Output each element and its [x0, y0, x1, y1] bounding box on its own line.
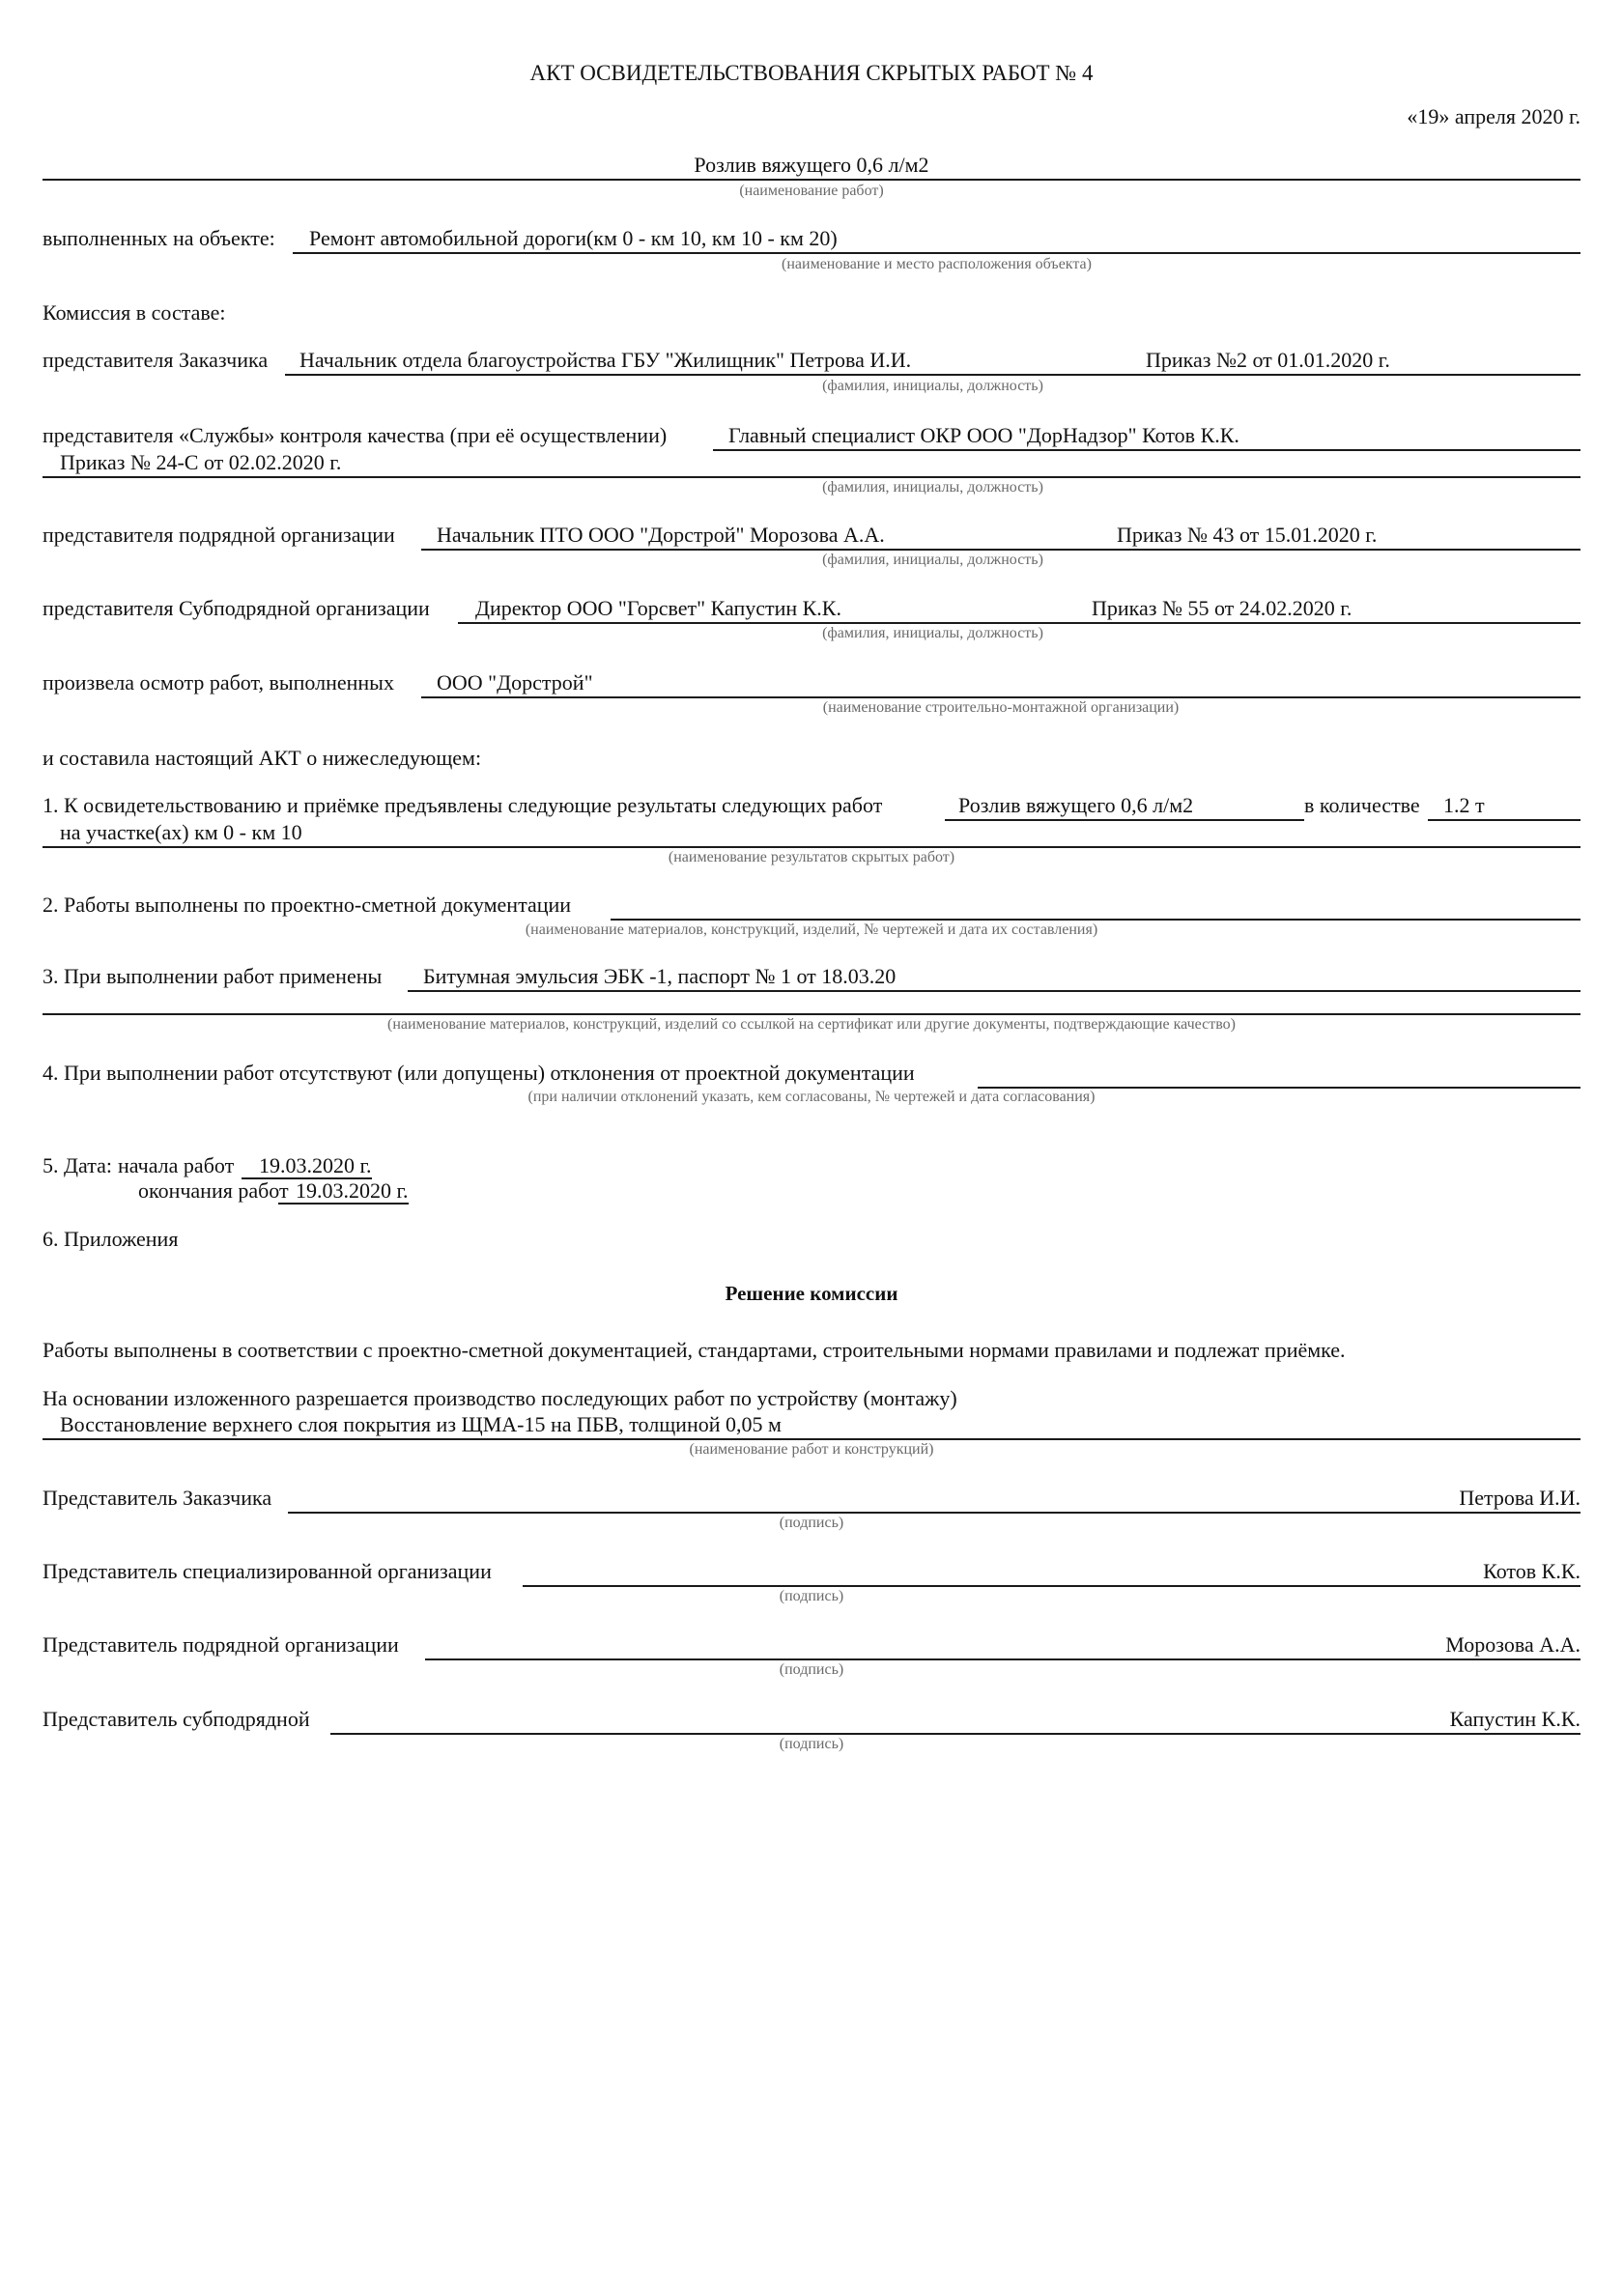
qc-rep-label: представителя «Службы» контроля качества (при её осуществлении) — [43, 423, 668, 447]
customer-rep-label: представителя Заказчика — [43, 348, 269, 372]
item2-line — [611, 919, 1580, 921]
signature-customer-caption: (подпись) — [779, 1515, 844, 1531]
item1-location: на участке(ах) км 0 - км 10 — [60, 820, 302, 844]
object-caption: (наименование и место расположения объекта) — [782, 256, 1092, 272]
decision-text: Работы выполнены в соответствии с проектно-сметной документацией, стандартами, строительными нормами правилами и подлежат приёмке. — [43, 1338, 1346, 1362]
signature-contractor-label: Представитель подрядной организации — [43, 1632, 399, 1657]
item3-value: Битумная эмульсия ЭБК -1, паспорт № 1 от 18.03.20 — [423, 964, 897, 988]
customer-rep-order: Приказ №2 от 01.01.2020 г. — [1146, 348, 1390, 372]
qc-rep-line — [713, 449, 1580, 451]
work-name-caption: (наименование работ) — [739, 183, 884, 199]
item3-label: 3. При выполнении работ применены — [43, 964, 383, 988]
contractor-rep-order: Приказ № 43 от 15.01.2020 г. — [1117, 523, 1378, 547]
item5-label: 5. Дата: — [43, 1153, 112, 1177]
signature-specialized-label: Представитель специализированной организации — [43, 1559, 492, 1583]
item5-start-value: 19.03.2020 г. — [242, 1155, 372, 1179]
customer-rep-caption: (фамилия, инициалы, должность) — [822, 378, 1043, 394]
decision-title: Решение комиссии — [725, 1282, 898, 1305]
item2-caption: (наименование материалов, конструкций, изделий, № чертежей и дата их составления) — [525, 921, 1098, 938]
subcontractor-rep-line — [458, 622, 1580, 624]
item3-caption: (наименование материалов, конструкций, изделий со ссылкой на сертификат или другие документы, подтверждающие качество) — [387, 1016, 1236, 1033]
signature-subcontractor-name: Капустин К.К. — [1449, 1707, 1580, 1731]
object-label: выполненных на объекте: — [43, 226, 275, 250]
signature-subcontractor-line — [330, 1733, 1580, 1735]
item6-label: 6. Приложения — [43, 1227, 179, 1251]
item3-line — [408, 990, 1580, 992]
qc-rep-line-2 — [43, 476, 1580, 478]
inspection-line — [421, 696, 1580, 698]
next-works-value: Восстановление верхнего слоя покрытия из ЩМА-15 на ПБВ, толщиной 0,05 м — [60, 1412, 782, 1436]
item1-qty-label: в количестве — [1304, 793, 1420, 817]
signature-contractor-line — [425, 1658, 1580, 1660]
next-works-label: На основании изложенного разрешается производство последующих работ по устройству (монтажу) — [43, 1386, 957, 1410]
signature-specialized-name: Котов К.К. — [1483, 1559, 1580, 1583]
signature-customer-line — [288, 1512, 1580, 1514]
signature-customer-name: Петрова И.И. — [1459, 1486, 1580, 1510]
object-line — [293, 252, 1580, 254]
item1-caption: (наименование результатов скрытых работ) — [668, 849, 955, 865]
signature-specialized-caption: (подпись) — [779, 1588, 844, 1604]
signature-specialized-line — [523, 1585, 1580, 1587]
item2-label: 2. Работы выполнены по проектно-сметной документации — [43, 893, 572, 917]
next-works-line — [43, 1438, 1580, 1440]
item5-end-value: 19.03.2020 г. — [278, 1180, 409, 1205]
signature-customer-label: Представитель Заказчика — [43, 1486, 272, 1510]
work-name-line — [43, 179, 1580, 181]
inspection-label: произвела осмотр работ, выполненных — [43, 670, 394, 694]
subcontractor-rep-label: представителя Субподрядной организации — [43, 596, 430, 620]
commission-label: Комиссия в составе: — [43, 300, 226, 325]
item1-value: Розлив вяжущего 0,6 л/м2 — [958, 793, 1194, 817]
next-works-caption: (наименование работ и конструкций) — [689, 1441, 934, 1458]
inspection-caption: (наименование строительно-монтажной организации) — [822, 699, 1180, 716]
act-intro: и составила настоящий АКТ о нижеследующем: — [43, 746, 482, 770]
subcontractor-rep-caption: (фамилия, инициалы, должность) — [822, 625, 1043, 641]
item5-end-label: окончания работ — [138, 1178, 289, 1203]
signature-contractor-name: Морозова А.А. — [1445, 1632, 1580, 1657]
customer-rep-line — [285, 374, 1580, 376]
customer-rep-value: Начальник отдела благоустройства ГБУ "Жилищник" Петрова И.И. — [299, 348, 912, 372]
item4-label: 4. При выполнении работ отсутствуют (или допущены) отклонения от проектной документации — [43, 1061, 915, 1085]
qc-rep-order: Приказ № 24-С от 02.02.2020 г. — [60, 450, 342, 474]
contractor-rep-caption: (фамилия, инициалы, должность) — [822, 552, 1043, 568]
item4-caption: (при наличии отклонений указать, кем согласованы, № чертежей и дата согласования) — [527, 1089, 1096, 1105]
qc-rep-caption: (фамилия, инициалы, должность) — [822, 479, 1043, 496]
document-title: АКТ ОСВИДЕТЕЛЬСТВОВАНИЯ СКРЫТЫХ РАБОТ № 4 — [529, 61, 1094, 85]
item1-qty-value: 1.2 т — [1443, 793, 1485, 817]
item1-location-line — [43, 846, 1580, 848]
qc-rep-value: Главный специалист ОКР ООО "ДорНадзор" Котов К.К. — [728, 423, 1239, 447]
contractor-rep-value: Начальник ПТО ООО "Дорстрой" Морозова А.А. — [437, 523, 885, 547]
item3-line-2 — [43, 1013, 1580, 1015]
subcontractor-rep-order: Приказ № 55 от 24.02.2020 г. — [1092, 596, 1352, 620]
document-date: «19» апреля 2020 г. — [1407, 104, 1580, 128]
item1-value-line — [945, 819, 1304, 821]
item1-qty-line — [1428, 819, 1580, 821]
work-name-value: Розлив вяжущего 0,6 л/м2 — [694, 153, 929, 177]
contractor-rep-line — [421, 549, 1580, 551]
contractor-rep-label: представителя подрядной организации — [43, 523, 395, 547]
object-value: Ремонт автомобильной дороги(км 0 - км 10, км 10 - км 20) — [309, 226, 838, 250]
signature-subcontractor-caption: (подпись) — [779, 1736, 844, 1752]
signature-subcontractor-label: Представитель субподрядной — [43, 1707, 310, 1731]
item1-label: 1. К освидетельствованию и приёмке предъявлены следующие результаты следующих работ — [43, 793, 883, 817]
item5-start-label: начала работ — [118, 1153, 235, 1177]
inspection-value: ООО "Дорстрой" — [437, 670, 593, 694]
signature-contractor-caption: (подпись) — [779, 1661, 844, 1678]
subcontractor-rep-value: Директор ООО "Горсвет" Капустин К.К. — [475, 596, 841, 620]
